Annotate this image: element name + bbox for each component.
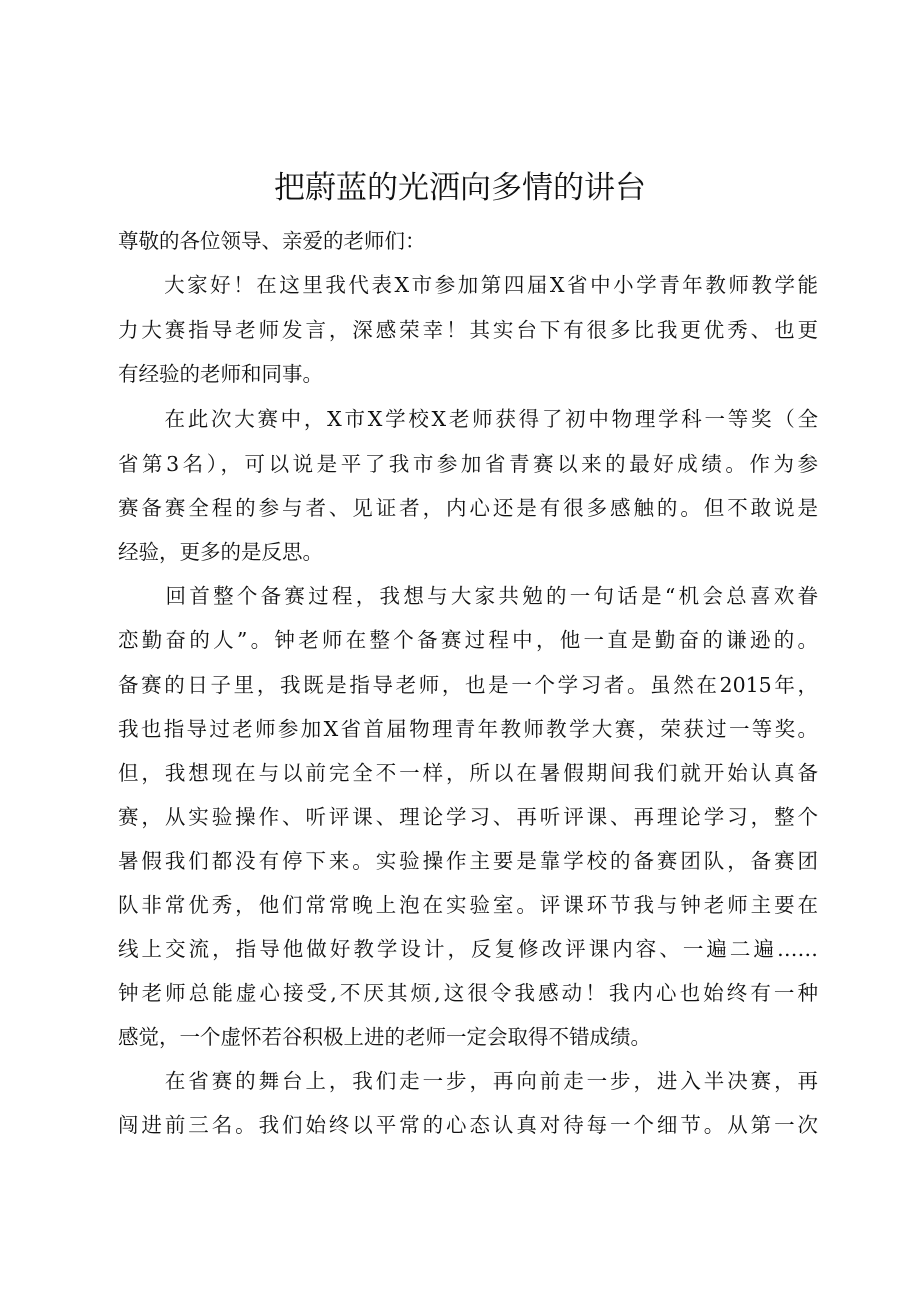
body-line: 省第3名），可以说是平了我市参加省青赛以来的最好成绩。作为参 [118,452,818,476]
body-line: 钟老师总能虚心接受,不厌其烦,这很令我感动！我内心也始终有一种 [118,981,818,1005]
body-line: 感觉，一个虚怀若谷积极上进的老师一定会取得不错成绩。 [118,1025,651,1049]
body-line: 在省赛的舞台上，我们走一步，再向前走一步，进入半决赛，再 [118,1069,818,1093]
body-line: 有经验的老师和同事。 [118,362,323,386]
body-line: 回首整个备赛过程，我想与大家共勉的一句话是“机会总喜欢眷 [118,584,818,608]
body-line: 在此次大赛中，X市X学校X老师获得了初中物理学科一等奖（全 [118,407,818,431]
body-line: 恋勤奋的人”。钟老师在整个备赛过程中，他一直是勤奋的谦逊的。 [118,628,818,652]
body-line: 赛备赛全程的参与者、见证者，内心还是有很多感触的。但不敢说是 [118,496,818,520]
body-line: 闯进前三名。我们始终以平常的心态认真对待每一个细节。从第一次 [118,1113,818,1137]
body-line: 大家好！在这里我代表X市参加第四届X省中小学青年教师教学能 [118,273,818,297]
salutation-line: 尊敬的各位领导、亲爱的老师们： [118,229,426,253]
body-line: 经验，更多的是反思。 [118,540,323,564]
body-line: 力大赛指导老师发言，深感荣幸！其实台下有很多比我更优秀、也更 [118,318,818,342]
body-line: 线上交流，指导他做好教学设计，反复修改评课内容、一遍二遍…… [118,937,818,961]
body-line: 队非常优秀，他们常常晚上泡在实验室。评课环节我与钟老师主要在 [118,893,818,917]
document-title: 把蔚蓝的光洒向多情的讲台 [274,170,646,206]
body-line: 备赛的日子里，我既是指导老师，也是一个学习者。虽然在2015年， [118,673,818,697]
body-line: 赛，从实验操作、听评课、理论学习、再听评课、再理论学习，整个 [118,805,818,829]
body-line: 我也指导过老师参加X省首届物理青年教师教学大赛，荣获过一等奖。 [118,717,818,741]
body-line: 但，我想现在与以前完全不一样，所以在暑假期间我们就开始认真备 [118,761,818,785]
body-line: 暑假我们都没有停下来。实验操作主要是靠学校的备赛团队，备赛团 [118,849,818,873]
